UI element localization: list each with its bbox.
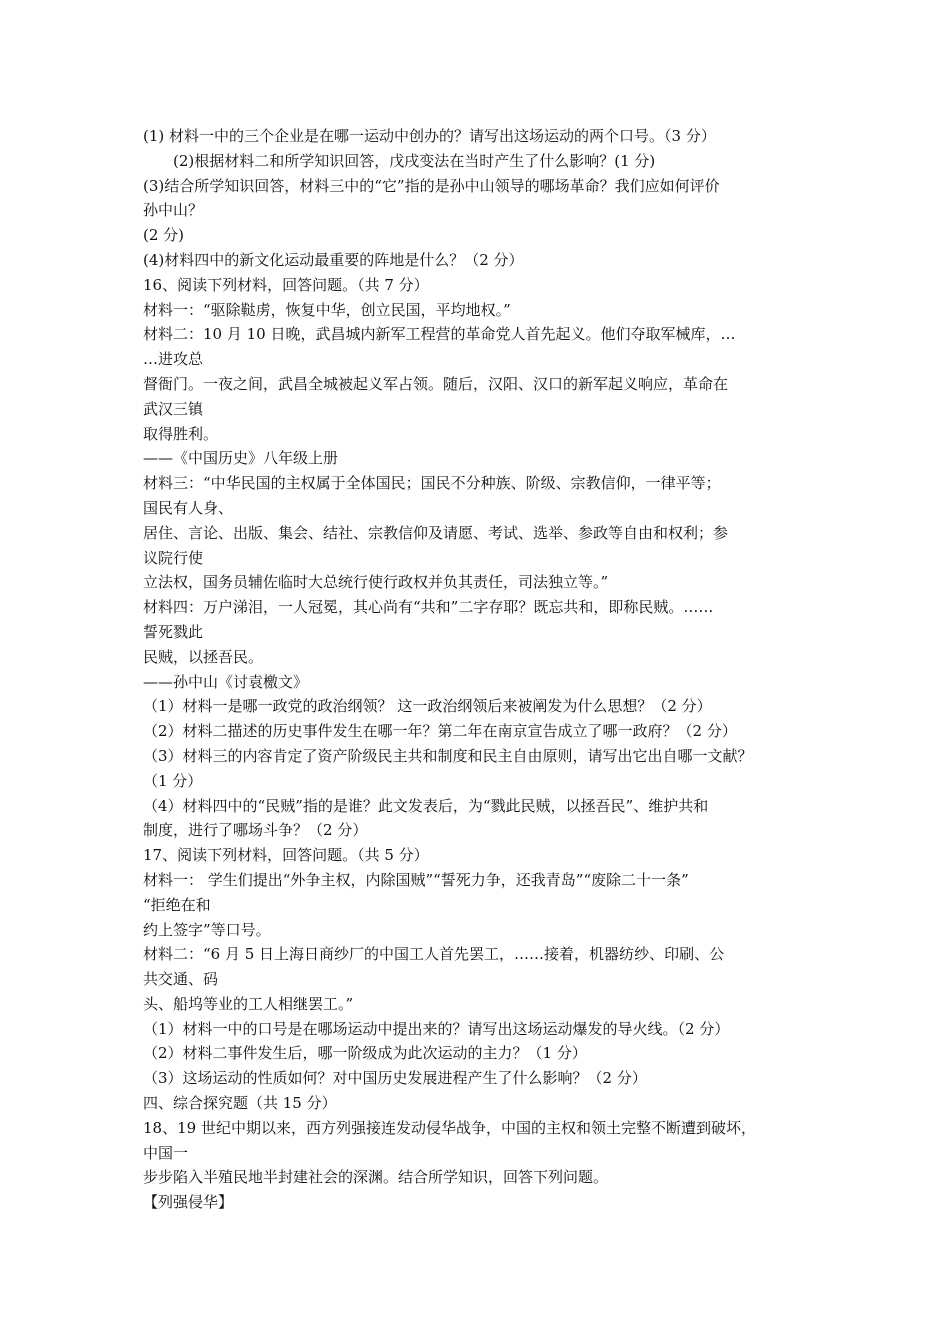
q16-material-2-source: ——《中国历史》八年级上册 <box>143 449 339 468</box>
q17-material-1: 材料一： 学生们提出“外争主权，内除国贼”“誓死力争，还我青岛”“废除二十一条” <box>143 870 689 889</box>
q17-material-2: 材料二：“6 月 5 日上海日商纱厂的中国工人首先罢工，……接着，机器纺纱、印刷、公 <box>143 945 725 964</box>
q16-material-2-cont: 督衙门。一夜之间，武昌全城被起义军占领。随后，汉阳、汉口的新军起义响应，革命在 <box>143 374 729 393</box>
q17-sub3: （3）这场运动的性质如何？对中国历史发展进程产生了什么影响？（2 分） <box>143 1069 647 1088</box>
q16-material-3-cont: 居住、言论、出版、集会、结社、宗教信仰及请愿、考试、选举、参政等自由和权利；参 <box>143 523 729 542</box>
q16-sub2: （2）材料二描述的历史事件发生在哪一年？第二年在南京宣告成立了哪一政府？（2 分） <box>143 722 737 741</box>
q16-material-4-cont: 誓死戮此 <box>143 622 204 641</box>
q16-sub3: （3）材料三的内容肯定了资产阶级民主共和制度和民主自由原则，请写出它出自哪一文献？ <box>143 746 753 765</box>
q17-heading: 17、阅读下列材料，回答问题。（共 5 分） <box>143 846 429 865</box>
q15-sub3-cont: 孙中山？ <box>143 201 204 220</box>
q16-material-4-cont: 民贼，以拯吾民。 <box>143 647 264 666</box>
q15-sub4: (4)材料四中的新文化运动最重要的阵地是什么？（2 分） <box>143 250 524 269</box>
q18-subheading: 【列强侵华】 <box>143 1193 234 1212</box>
q16-material-1: 材料一：“驱除鞑虏，恢复中华，创立民国，平均地权。” <box>143 300 511 319</box>
q17-sub1: （1）材料一中的口号是在哪场运动中提出来的？请写出这场运动爆发的导火线。（2 分） <box>143 1019 730 1038</box>
q18-intro-cont: 中国一 <box>143 1143 189 1162</box>
q16-material-2: 材料二：10 月 10 日晚，武昌城内新军工程营的革命党人首先起义。他们夺取军械库，… <box>143 325 736 344</box>
q16-sub4: （4）材料四中的“民贼”指的是谁？此文发表后，为“戮此民贼，以拯吾民”、维护共和 <box>143 796 709 815</box>
q16-sub4-cont: 制度，进行了哪场斗争？（2 分） <box>143 821 368 840</box>
q16-material-3: 材料三：“中华民国的主权属于全体国民；国民不分种族、阶级、宗教信仰，一律平等； <box>143 474 721 493</box>
q15-sub3-score: (2 分) <box>143 226 185 245</box>
q16-material-4: 材料四：万户涕泪，一人冠冕，其心尚有“共和”二字存耶？既忘共和，即称民贼。…… <box>143 598 714 617</box>
q17-material-1-cont: “拒绝在和 <box>143 895 211 914</box>
q16-heading: 16、阅读下列材料，回答问题。（共 7 分） <box>143 275 429 294</box>
section-4-heading: 四、综合探究题（共 15 分） <box>143 1094 337 1113</box>
document-page <box>143 124 823 1215</box>
q16-material-4-source: ——孙中山《讨袁檄文》 <box>143 672 309 691</box>
q18-intro: 18、19 世纪中期以来，西方列强接连发动侵华战争，中国的主权和领土完整不断遭到破坏， <box>143 1118 756 1137</box>
q16-material-2-cont: …进攻总 <box>143 350 204 369</box>
q16-material-3-cont: 国民有人身、 <box>143 498 234 517</box>
q18-intro-cont: 步步陷入半殖民地半封建社会的深渊。结合所学知识，回答下列问题。 <box>143 1168 609 1187</box>
q16-material-3-cont: 立法权，国务员辅佐临时大总统行使行政权并负其责任，司法独立等。” <box>143 573 609 592</box>
q15-sub2: (2)根据材料二和所学知识回答，戊戌变法在当时产生了什么影响？(1 分) <box>173 151 656 170</box>
q17-material-2-cont: 共交通、码 <box>143 970 219 989</box>
q17-sub2: （2）材料二事件发生后，哪一阶级成为此次运动的主力？（1 分） <box>143 1044 587 1063</box>
q16-sub3-score: （1 分） <box>143 771 203 790</box>
q16-material-2-cont: 武汉三镇 <box>143 399 204 418</box>
q15-sub3: (3)结合所学知识回答，材料三中的“它”指的是孙中山领导的哪场革命？我们应如何评价 <box>143 176 720 195</box>
q15-sub1: (1) 材料一中的三个企业是在哪一运动中创办的？请写出这场运动的两个口号。（3 分） <box>143 127 716 145</box>
q16-sub1: （1）材料一是哪一政党的政治纲领？ 这一政治纲领后来被阐发为什么思想？（2 分） <box>143 697 712 716</box>
q17-material-1-cont: 约上签字”等口号。 <box>143 920 271 939</box>
q17-material-2-cont: 头、船坞等业的工人相继罢工。” <box>143 994 354 1013</box>
q16-material-2-cont: 取得胜利。 <box>143 424 219 443</box>
q16-material-3-cont: 议院行使 <box>143 548 204 567</box>
